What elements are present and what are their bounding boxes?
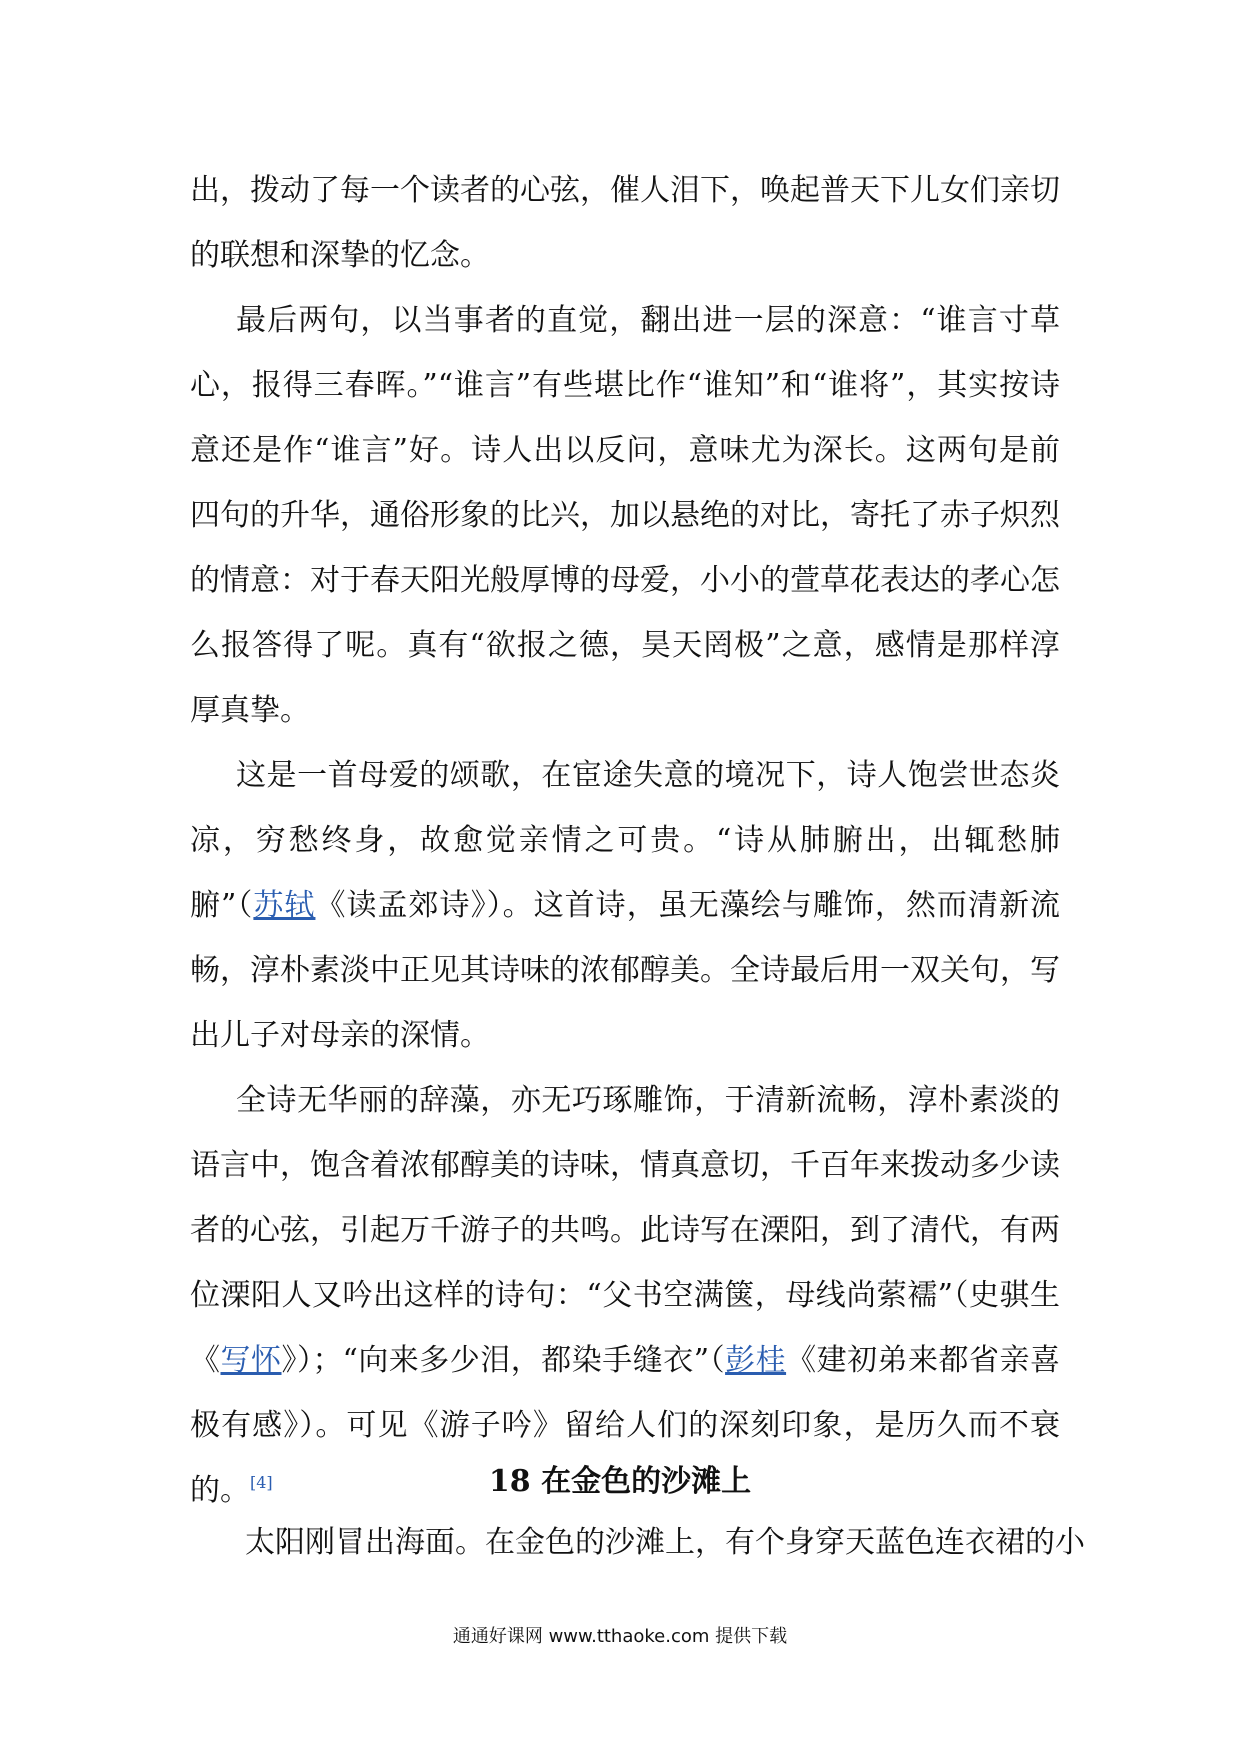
section-first-line: 太阳刚冒出海面。在金色的沙滩上，有个身穿天蓝色连衣裙的小	[245, 1525, 1085, 1560]
paragraph-3-text-b: 《读孟郊诗》）。这首诗，虽无藻绘与雕饰，然而清新流畅，淳朴素淡中正见其诗味的浓郁醇美。全诗最后用一双关句，写出儿子对母亲的深情。	[190, 888, 1060, 1053]
link-peng-gui[interactable]: 彭桂	[725, 1343, 787, 1378]
paragraph-4-text-c: 《建初弟来都省亲喜极有感》）。可见《游子吟》留给人们的深刻印象，是历久而不衰的。	[190, 1343, 1061, 1508]
paragraph-3	[190, 743, 1060, 1068]
paragraph-4-text-a: 全诗无华丽的辞藻，亦无巧琢雕饰，于清新流畅，淳朴素淡的语言中，饱含着浓郁醇美的诗味，情真意切，千百年来拨动多少读者的心弦，引起万千游子的共鸣。此诗写在溧阳，到了清代，有两位溧阳人又吟出这样的诗句：“父书空满箧，母线尚萦襦”（史骐生《	[190, 1083, 1060, 1378]
reference-link[interactable]: [4]	[250, 1473, 273, 1492]
paragraph-2: 最后两句，以当事者的直觉，翻出进一层的深意：“谁言寸草心，报得三春晖。”“谁言”有些堪比作“谁知”和“谁将”，其实按诗意还是作“谁言”好。诗人出以反问，意味尤为深长。这两句是前四句的升华，通俗形象的比兴，加以悬绝的对比，寄托了赤子炽烈的情意：对于春天阳光般厚博的母爱，小小的萱草花表达的孝心怎么报答得了呢。真有“欲报之德，昊天罔极”之意，感情是那样淳厚真挚。	[190, 303, 1060, 728]
page-footer: 通通好课网 www.tthaoke.com 提供下载	[452, 1626, 788, 1647]
section-title: 18 在金色的沙滩上	[488, 1464, 752, 1499]
paragraph-3-text-a: 这是一首母爱的颂歌，在宦途失意的境况下，诗人饱尝世态炎凉，穷愁终身，故愈觉亲情之可贵。“诗从肺腑出，出辄愁肺腑”（	[190, 758, 1060, 923]
paragraph-4-text-b: 》）；“向来多少泪，都染手缝衣”（	[281, 1343, 726, 1378]
paragraph-1: 出，拨动了每一个读者的心弦，催人泪下，唤起普天下儿女们亲切的联想和深挚的忆念。	[190, 173, 1060, 273]
article-body	[190, 158, 1060, 1523]
link-xie-huai[interactable]: 写怀	[220, 1343, 282, 1378]
link-su-shi[interactable]: 苏轼	[253, 888, 316, 923]
